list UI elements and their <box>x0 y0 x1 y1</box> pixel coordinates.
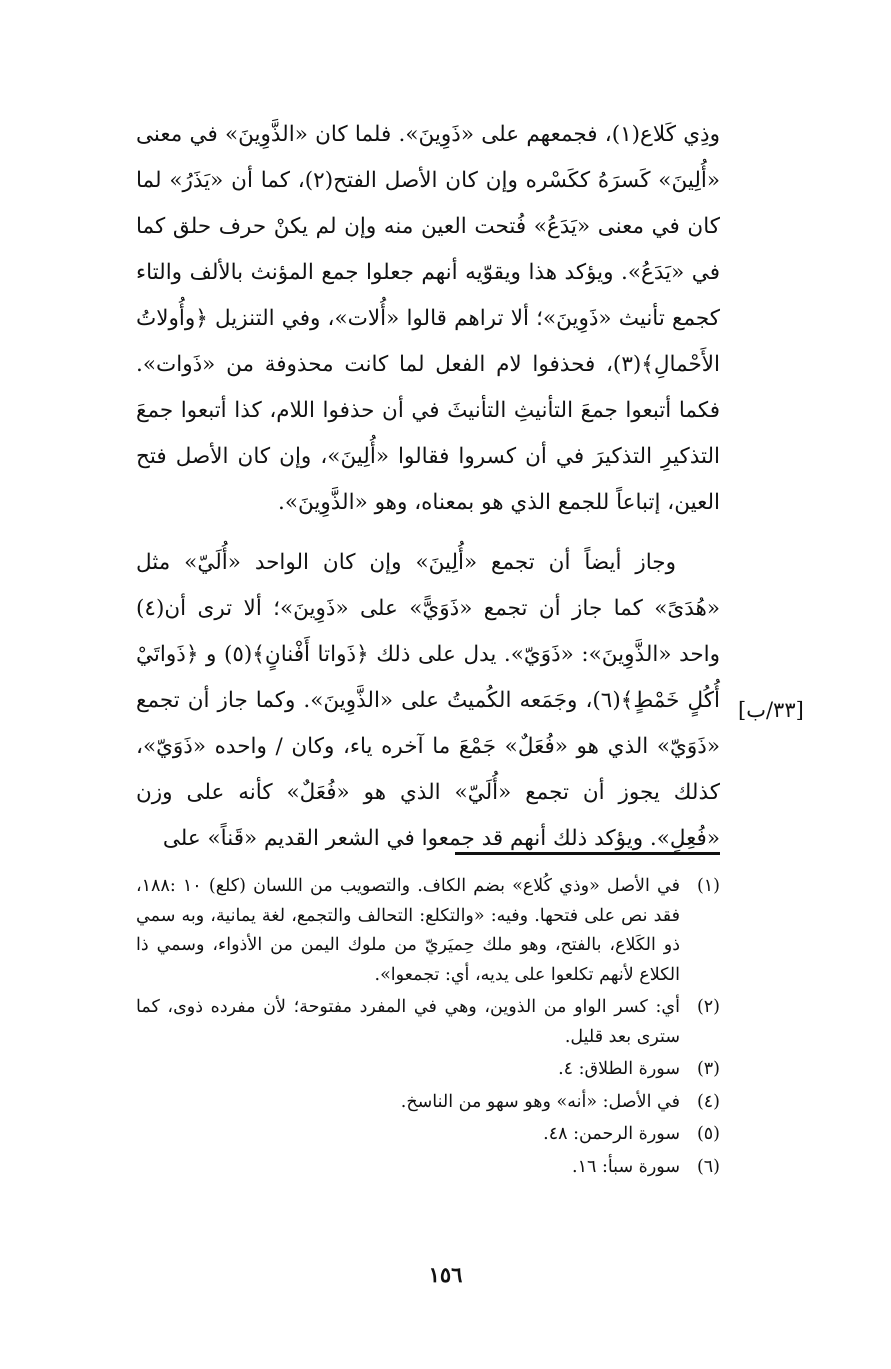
footnote-separator <box>455 852 720 855</box>
footnote-text: في الأصل «وذي كُلاع» بضم الكاف. والتصويب من اللسان (كلع) ١٠ :١٨٨، فقد نص على فتحها. وفيه: «والتكلع: التحالف والتجمع، لغة يمانية، وبه سمي ذو الكَلاع، بالفتح، وهو ملك حِميَريّ من ملوك اليمن من الأذواء، وسمي ذا الكلاع لأنهم تكلعوا على يديه، أي: تجمعوا». <box>136 876 680 985</box>
footnotes <box>136 872 720 1185</box>
page-number: ١٥٦ <box>428 1262 463 1287</box>
footnote-item <box>136 1153 720 1183</box>
footnote-item <box>136 993 720 1052</box>
footnote-item <box>136 872 720 990</box>
footnote-text: في الأصل: «أنه» وهو سهو من الناسخ. <box>400 1091 680 1112</box>
footnote-number: (١) <box>696 876 720 896</box>
folio-reference: [٣٣/ب] <box>738 698 804 722</box>
footnote-number: (٢) <box>696 997 720 1017</box>
footnote-number: (٣) <box>696 1059 720 1079</box>
footnote-text: سورة سبأ: ١٦. <box>571 1156 680 1177</box>
footnote-item <box>136 1120 720 1150</box>
footnote-text: سورة الطلاق: ٤. <box>558 1059 680 1079</box>
footnote-text: أي: كسر الواو من الذوين، وهي في المفرد مفتوحة؛ لأن مفرده ذوى، كما سترى بعد قليل. <box>136 997 680 1047</box>
footnote-number: (٦) <box>696 1156 720 1177</box>
main-text <box>136 112 720 862</box>
footnote-number: (٤) <box>696 1091 720 1112</box>
footnote-text: سورة الرحمن: ٤٨. <box>543 1124 680 1144</box>
paragraph: وذِي كَلاع(١)، فجمعهم على «ذَوِينَ». فلما كان «الذَّوِينَ» في معنى «أُلِينَ» كَسرَهُ ككَسْره وإن كان الأصل الفتح(٢)، كما أن «يَذَرُ» لما كان في معنى «يَدَعُ» فُتحت العين منه وإن لم يكنْ حرف حلق كما في «يَدَعُ». ويؤكد هذا ويقوّيه أنهم جعلوا جمع المؤنث بالألف والتاء كجمع تأنيث «ذَوِينَ»؛ ألا تراهم قالوا «أُلات»، وفي التنزيل ﴿وأُولاتُ الأَحْمالِ﴾(٣)، فحذفوا لام الفعل لما كانت محذوفة من «ذَوات». فكما أتبعوا جمعَ التأنيثِ التأنيثَ في أن حذفوا اللام، كذا أتبعوا جمعَ التذكيرِ التذكيرَ في أن كسروا فقالوا «أُلِينَ»، وإن كان الأصل فتح العين، إتباعاً للجمع الذي هو بمعناه، وهو «الذَّوِينَ». <box>136 122 720 515</box>
paragraph: وجاز أيضاً أن تجمع «أُلِينَ» وإن كان الواحد «أُلَيّ» مثل «هُدَىً» كما جاز أن تجمع «ذَوَيًّ» على «ذَوِينَ»؛ ألا ترى أن(٤) واحد «الذَّوِينَ»: «ذَوَيّ». يدل على ذلك ﴿ذَواتا أَفْنانٍ﴾(٥) و ﴿ذَواتَيْ أُكُلٍ خَمْطٍ﴾(٦)، وجَمَعه الكُميتُ على «الذَّوِينَ». وكما جاز أن تجمع «ذَوَيّ» الذي هو «فُعَلٌ» جَمْعَ ما آخره ياء، وكان / واحده «ذَوَيّ»، كذلك يجوز أن تجمع «أُلَيّ» الذي هو «فُعَلٌ» كأنه على وزن «فُعِلٍ». ويؤكد ذلك أنهم قد جمعوا في الشعر القديم «قَناً» على <box>136 550 721 851</box>
footnote-item <box>136 1055 720 1085</box>
footnote-number: (٥) <box>696 1124 720 1144</box>
footnote-item <box>136 1088 720 1118</box>
